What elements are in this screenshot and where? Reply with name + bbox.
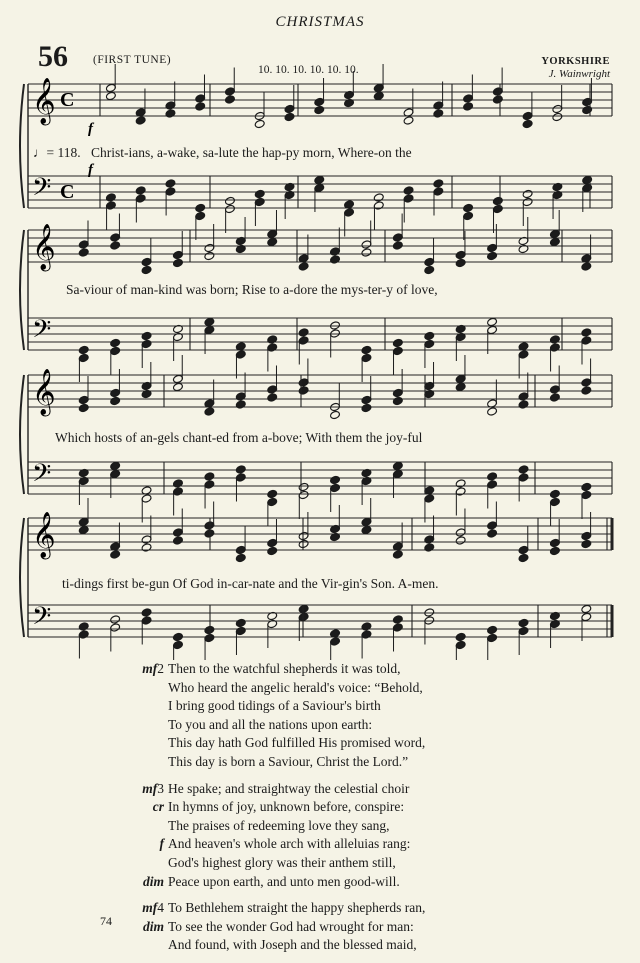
note-head: [298, 262, 309, 271]
bass-clef-icon: 𝄢: [32, 602, 52, 637]
composer: J. Wainwright: [548, 68, 610, 80]
note-head: [581, 386, 592, 395]
note-head: [172, 479, 183, 488]
note-head: [267, 489, 278, 498]
note-head: [455, 632, 466, 641]
note-head: [549, 489, 560, 498]
note-head: [424, 331, 435, 340]
note-head: [78, 622, 89, 631]
note-head: [522, 189, 533, 198]
note-head: [361, 622, 372, 631]
note-head: [105, 193, 116, 202]
note-head: [314, 105, 325, 114]
common-time-icon: C: [60, 89, 75, 111]
note-head: [204, 472, 215, 481]
note-head: [195, 102, 206, 111]
note-head: [392, 338, 403, 347]
note-head: [392, 461, 403, 470]
note-head: [392, 396, 403, 405]
note-head: [403, 116, 414, 125]
note-head: [487, 317, 498, 326]
lyric-line-4: ti-dings first be-gun Of God in-car-nate and the Vir-gin's Son. A-men.: [62, 576, 439, 591]
note-head: [552, 112, 563, 121]
note-head: [204, 251, 215, 260]
note-head: [110, 241, 121, 250]
note-head: [110, 338, 121, 347]
note-head: [361, 248, 372, 257]
note-head: [361, 525, 372, 534]
verse-3: mf3 He spake; and straightway the celestial choir cr In hymns of joy, unknown before, conspire: The praises of redeeming love they sang, f And heaven's whole arch with alleluias rang: God's highest glory was their anthem still, dim Peace upon earth, and unto men good-will.: [142, 780, 411, 889]
note-head: [110, 550, 121, 559]
note-head: [267, 237, 278, 246]
note-head: [78, 345, 89, 354]
note-head: [373, 193, 384, 202]
lyric-line-2: Sa-viour of man-kind was born; Rise to a-dore the mys-ter-y of love,: [66, 282, 438, 297]
note-head: [549, 335, 560, 344]
note-head: [254, 189, 265, 198]
note-head: [330, 321, 341, 330]
note-head: [487, 251, 498, 260]
note-head: [298, 386, 309, 395]
note-head: [492, 196, 503, 205]
note-head: [463, 203, 474, 212]
bass-clef-icon: 𝄢: [32, 173, 52, 208]
note-head: [487, 625, 498, 634]
note-head: [141, 265, 152, 274]
brace-icon: [20, 518, 24, 637]
note-head: [455, 536, 466, 545]
note-head: [78, 248, 89, 257]
note-head: [455, 382, 466, 391]
note-head: [298, 328, 309, 337]
note-head: [549, 393, 560, 402]
note-head: [195, 203, 206, 212]
tempo-marking: ♩= 118.: [33, 145, 81, 160]
note-head: [455, 479, 466, 488]
note-head: [78, 525, 89, 534]
note-head: [330, 475, 341, 484]
note-head: [330, 410, 341, 419]
hymn-number: 56: [38, 40, 68, 73]
note-head: [172, 536, 183, 545]
meter: 10. 10. 10. 10. 10. 10.: [258, 64, 359, 76]
note-head: [487, 472, 498, 481]
common-time-icon: C: [60, 181, 75, 203]
note-head: [518, 553, 529, 562]
note-head: [492, 95, 503, 104]
note-head: [549, 237, 560, 246]
note-head: [424, 543, 435, 552]
note-head: [235, 618, 246, 627]
note-head: [172, 258, 183, 267]
note-head: [581, 328, 592, 337]
bass-clef-icon: 𝄢: [32, 459, 52, 494]
treble-clef-icon: 𝄞: [32, 224, 56, 270]
dynamic-forte: f: [88, 121, 93, 137]
note-head: [392, 615, 403, 624]
note-head: [424, 608, 435, 617]
note-head: [235, 553, 246, 562]
note-head: [110, 615, 121, 624]
note-head: [433, 179, 444, 188]
note-head: [235, 400, 246, 409]
note-head: [135, 116, 146, 125]
lyric-line-3: Which hosts of an-gels chant-ed from a-bove; With them the joy-ful: [55, 430, 423, 445]
note-head: [298, 604, 309, 613]
section-title: CHRISTMAS: [275, 14, 365, 30]
note-head: [522, 119, 533, 128]
note-head: [105, 91, 116, 100]
note-head: [254, 119, 265, 128]
note-head: [298, 482, 309, 491]
note-head: [392, 550, 403, 559]
note-head: [204, 407, 215, 416]
verse-2: mf2 Then to the watchful shepherds it was told, Who heard the angelic herald's voice: “Behold, I bring good tidings of a Saviour's birth To you and all the nations upon earth: This day hath God fulfilled His promised word, This day is born a Saviour, Christ the Lord.”: [142, 661, 426, 769]
note-head: [267, 335, 278, 344]
note-head: [110, 461, 121, 470]
note-head: [455, 258, 466, 267]
note-head: [235, 465, 246, 474]
note-head: [463, 102, 474, 111]
note-head: [224, 95, 235, 104]
note-head: [373, 91, 384, 100]
note-head: [581, 604, 592, 613]
brace-icon: [20, 230, 24, 350]
note-head: [204, 529, 215, 538]
note-head: [204, 317, 215, 326]
note-head: [165, 179, 176, 188]
note-head: [141, 331, 152, 340]
treble-clef-icon: 𝄞: [32, 512, 56, 558]
note-head: [487, 529, 498, 538]
verse-4: mf4 To Bethlehem straight the happy shepherds ran, dim To see the wonder God had wrought for man: And found, with Joseph and the blessed maid,: [142, 900, 426, 953]
treble-clef-icon: 𝄞: [32, 369, 56, 415]
tune-name: YORKSHIRE: [541, 56, 610, 67]
note-head: [314, 175, 325, 184]
note-head: [298, 539, 309, 548]
treble-clef-icon: 𝄞: [32, 78, 56, 124]
bass-clef-icon: 𝄢: [32, 315, 52, 350]
verses: [130, 660, 425, 963]
note-head: [141, 608, 152, 617]
note-head: [330, 255, 341, 264]
note-head: [361, 403, 372, 412]
note-head: [172, 632, 183, 641]
note-head: [392, 241, 403, 250]
note-head: [518, 618, 529, 627]
quarter-note-icon: ♩: [33, 145, 47, 160]
note-head: [424, 265, 435, 274]
note-head: [135, 186, 146, 195]
note-head: [581, 262, 592, 271]
note-head: [361, 345, 372, 354]
page-number: 74: [100, 914, 112, 928]
note-head: [165, 109, 176, 118]
note-head: [172, 382, 183, 391]
dynamic-forte: f: [88, 162, 93, 178]
note-head: [433, 109, 444, 118]
note-head: [204, 625, 215, 634]
brace-icon: [20, 84, 24, 208]
note-head: [549, 546, 560, 555]
note-head: [403, 186, 414, 195]
tune-label: (FIRST TUNE): [93, 54, 172, 66]
lyric-line-1: Christ-ians, a-wake, sa-lute the hap-py morn, Where-on the: [91, 145, 412, 160]
brace-icon: [20, 375, 24, 494]
note-head: [487, 407, 498, 416]
note-head: [581, 539, 592, 548]
note-head: [78, 403, 89, 412]
note-head: [581, 482, 592, 491]
note-head: [267, 393, 278, 402]
note-head: [582, 175, 593, 184]
note-head: [110, 396, 121, 405]
note-head: [518, 400, 529, 409]
note-head: [284, 112, 295, 121]
note-head: [224, 196, 235, 205]
note-head: [141, 543, 152, 552]
note-head: [518, 465, 529, 474]
note-head: [267, 546, 278, 555]
note-head: [582, 105, 593, 114]
